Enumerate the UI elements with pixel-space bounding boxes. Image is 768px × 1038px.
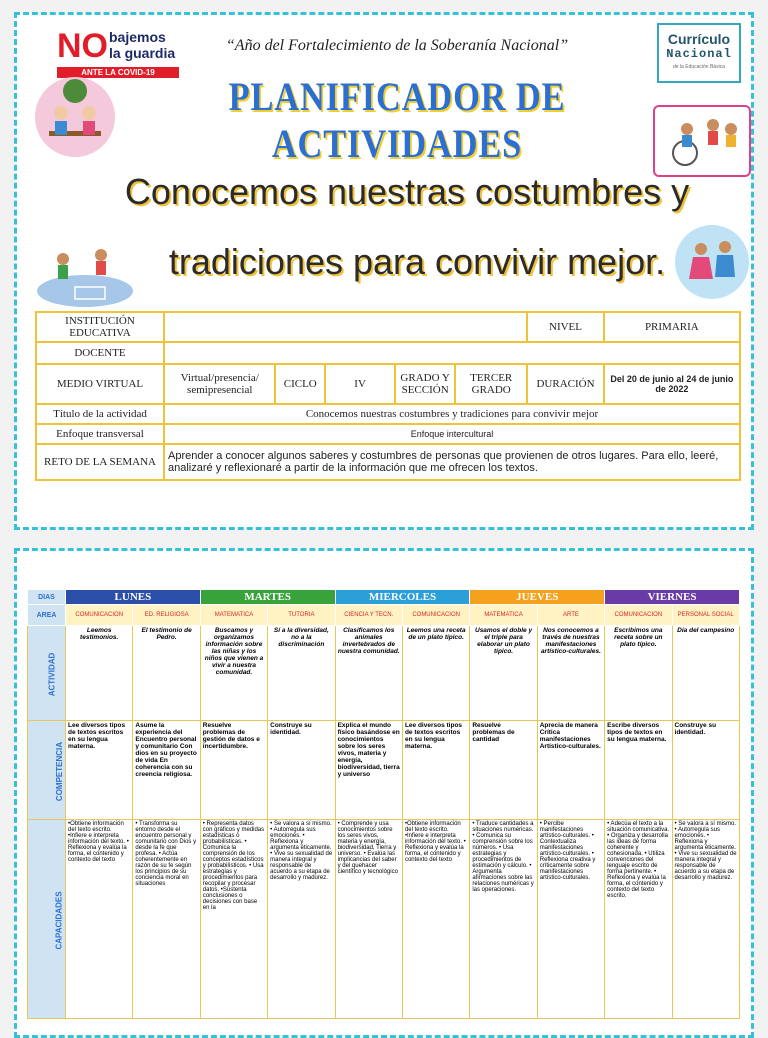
- dias-label: DIAS: [28, 590, 66, 605]
- capacidades-cell: • Se valora a sí mismo. • Autorregula sus emociones. • Reflexiona y argumenta éticamente. • Vive su sexualidad de manera integral y responsable de acuerdo a su etapa de desarrollo y madurez.: [268, 820, 335, 1019]
- curriculo-nacional-logo: Currículo Nacional de la Educación Básica: [657, 23, 741, 83]
- area-label: AREA: [28, 605, 66, 626]
- area-cell: TUTORIA: [268, 605, 335, 626]
- duracion-label: DURACIÓN: [527, 364, 603, 404]
- nivel-label: NIVEL: [527, 312, 603, 342]
- area-cell: ED. RELIGIOSA: [133, 605, 200, 626]
- area-cell: CIENCIA Y TECN.: [335, 605, 402, 626]
- actividad-cell: Día del campesino: [672, 626, 739, 721]
- enfoque-value: Enfoque intercultural: [164, 424, 740, 444]
- actividad-cell: Leemos testimonios.: [66, 626, 133, 721]
- duracion-value: Del 20 de junio al 24 de junio de 2022: [604, 364, 740, 404]
- day-header-jueves: JUEVES: [470, 590, 605, 605]
- actividad-cell: Clasificamos los animales invertebrados de nuestra comunidad.: [335, 626, 402, 721]
- ciclo-label: CICLO: [275, 364, 325, 404]
- year-slogan: “Año del Fortalecimiento de la Soberanía Nacional”: [225, 37, 569, 54]
- grado-label: GRADO Y SECCIÓN: [395, 364, 455, 404]
- capacidades-cell: • Se valora a sí mismo. • Autorregula sus emociones. • Reflexiona y argumenta éticamente. • Vive su sexualidad de manera integral y responsable de acuerdo a su etapa de desarrollo y madurez.: [672, 820, 739, 1019]
- day-header-miercoles: MIERCOLES: [335, 590, 470, 605]
- competencia-cell: Resuelve problemas de gestión de datos e incertidumbre.: [200, 721, 267, 820]
- actividad-cell: Usamos el doble y el triple para elaborar un plato típico.: [470, 626, 537, 721]
- institucion-field[interactable]: [164, 312, 527, 342]
- titulo-value: Conocemos nuestras costumbres y tradiciones para convivir mejor: [164, 404, 740, 424]
- competencia-cell: Construye su identidad.: [268, 721, 335, 820]
- capacidades-label: CAPACIDADES: [28, 820, 66, 1019]
- capacidades-cell: • Comprende y usa conocimientos sobre los seres vivos, materia y energía, biodiversidad, Tierra y universo. • Evalúa las implicancias del saber y del quehacer científico y tecnológico: [335, 820, 402, 1019]
- institucion-label: INSTITUCIÓN EDUCATIVA: [36, 312, 164, 342]
- weekly-planner-table: [27, 589, 740, 1019]
- competencia-cell: Construye su identidad.: [672, 721, 739, 820]
- titulo-label: Título de la actividad: [36, 404, 164, 424]
- competencia-cell: Aprecia de manera Crítica manifestaciones Artístico-culturales.: [537, 721, 604, 820]
- competencia-label: COMPETENCIA: [28, 721, 66, 820]
- area-cell: ARTE: [537, 605, 604, 626]
- ciclo-value: IV: [325, 364, 395, 404]
- capacidades-cell: • Traduce cantidades a situaciones numéricas. • Comunica su comprensión sobre los números. • Usa estrategias y procedimientos de estimación y cálculo. • Argumenta afirmaciones sobre las relaciones numéricas y las operaciones.: [470, 820, 537, 1019]
- actividad-cell: Nos conocemos a través de nuestras manifestaciones artístico-culturales.: [537, 626, 604, 721]
- actividad-cell: Escribimos una receta sobre un plato típico.: [605, 626, 672, 721]
- activity-subtitle-line2: tradiciones para convivir mejor.: [168, 241, 666, 282]
- competencia-cell: Lee diversos tipos de textos escritos en su lengua materna.: [66, 721, 133, 820]
- medio-label: MEDIO VIRTUAL: [36, 364, 164, 404]
- actividad-cell: Leemos una receta de un plato típico.: [402, 626, 469, 721]
- info-table: [35, 311, 741, 481]
- competencia-cell: Escribe diversos tipos de textos en su lengua materna.: [605, 721, 672, 820]
- no-bajemos-la-guardia-logo: NO bajemos la guardia ANTE LA COVID-19: [57, 27, 182, 83]
- day-header-martes: MARTES: [200, 590, 335, 605]
- docente-label: DOCENTE: [36, 342, 164, 364]
- day-header-viernes: VIERNES: [605, 590, 740, 605]
- children-playing-illustration: [653, 105, 751, 177]
- capacidades-cell: • Percibe manifestaciones artístico-culturales. • Contextualiza manifestaciones artístico-culturales. • Reflexiona creativa y críticamente sobre manifestaciones artístico-culturales.: [537, 820, 604, 1019]
- capacidades-cell: • Adecúa el texto a la situación comunicativa. • Organiza y desarrolla las ideas de forma coherente y cohesionada. • Utiliza convenciones del lenguaje escrito de forma pertinente. • Reflexiona y evalúa la forma, el contenido y contexto del texto escrito.: [605, 820, 672, 1019]
- area-cell: MATEMATICA: [200, 605, 267, 626]
- capacidades-cell: • Transforma su entorno desde el encuentro personal y comunitario con Dios y desde la fe que profesa. • Actúa coherentemente en razón de su fe según los principios de su conciencia moral en situaciones: [133, 820, 200, 1019]
- capacidades-cell: •Obtiene información del texto escrito. •Infiere e interpreta información del texto. • Reflexiona y evalúa la forma, el contenido y contexto del texto: [66, 820, 133, 1019]
- page-2: [14, 548, 754, 1038]
- competencia-cell: Lee diversos tipos de textos escritos en su lengua materna.: [402, 721, 469, 820]
- actividad-cell: El testimonio de Pedro.: [133, 626, 200, 721]
- docente-field[interactable]: [164, 342, 740, 364]
- actividad-cell: Sí a la diversidad, no a la discriminación: [268, 626, 335, 721]
- masked-people-illustration: [25, 75, 125, 159]
- area-cell: MATEMATICA: [470, 605, 537, 626]
- area-cell: COMUNICACION: [66, 605, 133, 626]
- actividad-label: ACTIVIDAD: [28, 626, 66, 721]
- nivel-value: PRIMARIA: [604, 312, 740, 342]
- activity-subtitle-line1: Conocemos nuestras costumbres y: [124, 171, 690, 212]
- competencia-cell: Explica el mundo físico basándose en conocimientos sobre los seres vivos, materia y energía, biodiversidad, tierra y universo: [335, 721, 402, 820]
- competencia-cell: Resuelve problemas de cantidad: [470, 721, 537, 820]
- capacidades-cell: • Representa datos con gráficos y medidas estadísticas o probabilísticas. • Comunica la comprensión de los conceptos estadísticos y probabilísticos. • Usa estrategias y procedimientos para recopilar y procesar datos. •Sustenta conclusiones o decisiones con base en la: [200, 820, 267, 1019]
- capacidades-cell: •Obtiene información del texto escrito. •Infiere e interpreta información del texto. • Reflexiona y evalúa la forma, el contenido y contexto del texto: [402, 820, 469, 1019]
- area-cell: COMUNICACION: [402, 605, 469, 626]
- area-cell: PERSONAL SOCIAL: [672, 605, 739, 626]
- grado-value: TERCER GRADO: [455, 364, 527, 404]
- area-cell: COMUNICACION: [605, 605, 672, 626]
- page-title: PLANIFICADOR DE ACTIVIDADES: [228, 74, 566, 166]
- reto-value: Aprender a conocer algunos saberes y costumbres de personas que provienen de otros lugares. Para ello, leeré, analizaré y reflexionaré a partir de la información que me ofrecen los textos.: [164, 444, 740, 480]
- competencia-cell: Asume la experiencia del Encuentro personal y comunitario Con dios en su proyecto de vida En coherencia con su creencia religiosa.: [133, 721, 200, 820]
- actividad-cell: Buscamos y organizamos información sobre las niñas y los niños que vienen a vivir a nuestra comunidad.: [200, 626, 267, 721]
- enfoque-label: Enfoque transversal: [36, 424, 164, 444]
- reto-label: RETO DE LA SEMANA: [36, 444, 164, 480]
- day-header-lunes: LUNES: [66, 590, 201, 605]
- medio-value: Virtual/presencia/ semipresencial: [164, 364, 275, 404]
- page-1: [14, 12, 754, 530]
